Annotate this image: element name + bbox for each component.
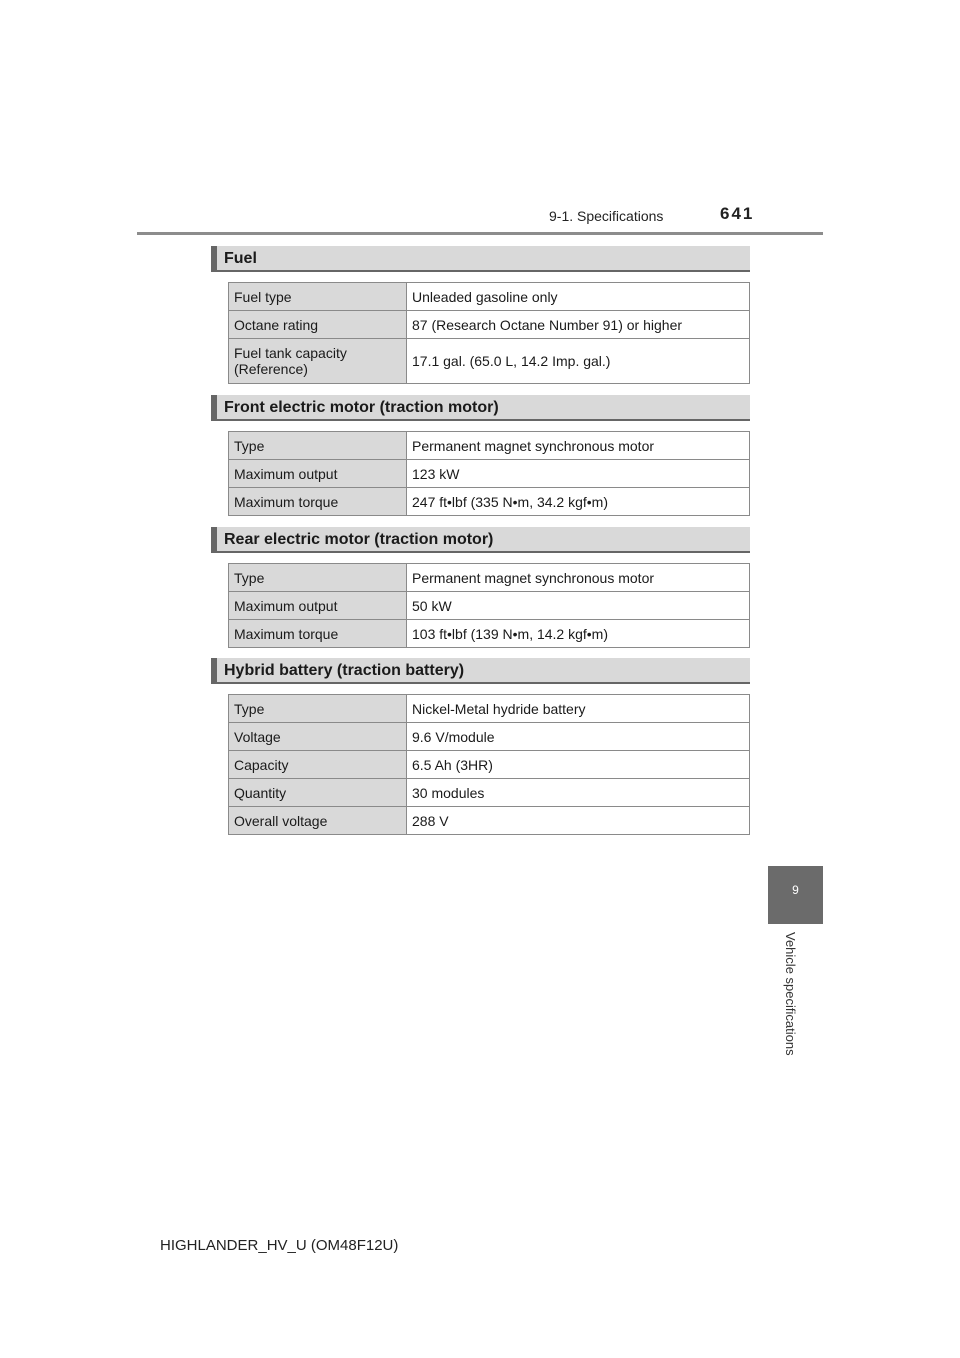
table-row [229, 620, 750, 648]
spec-label: Overall voltage [229, 807, 407, 835]
spec-table [228, 431, 750, 516]
section-heading: Front electric motor (traction motor) [211, 395, 750, 421]
spec-value: 123 kW [407, 460, 750, 488]
section-rear-motor [211, 527, 750, 648]
table-row [229, 592, 750, 620]
table-row [229, 779, 750, 807]
table-row [229, 695, 750, 723]
table-row [229, 564, 750, 592]
section-heading: Rear electric motor (traction motor) [211, 527, 750, 553]
spec-value: 288 V [407, 807, 750, 835]
chapter-tab [768, 866, 823, 924]
table-row [229, 488, 750, 516]
spec-label: Maximum output [229, 592, 407, 620]
spec-value: 30 modules [407, 779, 750, 807]
spec-label: Quantity [229, 779, 407, 807]
spec-table [228, 282, 750, 384]
header-divider [137, 232, 823, 235]
footer-model-code: HIGHLANDER_HV_U (OM48F12U) [160, 1237, 399, 1254]
spec-label: Fuel tank capacity (Reference) [229, 339, 407, 384]
spec-label: Maximum torque [229, 620, 407, 648]
section-front-motor [211, 395, 750, 516]
spec-value: 103 ft•lbf (139 N•m, 14.2 kgf•m) [407, 620, 750, 648]
spec-label: Maximum output [229, 460, 407, 488]
spec-value: Unleaded gasoline only [407, 283, 750, 311]
table-row [229, 311, 750, 339]
section-heading: Hybrid battery (traction battery) [211, 658, 750, 684]
spec-label: Octane rating [229, 311, 407, 339]
spec-value: Permanent magnet synchronous motor [407, 564, 750, 592]
spec-value: 50 kW [407, 592, 750, 620]
table-row [229, 751, 750, 779]
spec-label: Type [229, 564, 407, 592]
spec-label: Type [229, 695, 407, 723]
spec-value: 87 (Research Octane Number 91) or higher [407, 311, 750, 339]
spec-value: 247 ft•lbf (335 N•m, 34.2 kgf•m) [407, 488, 750, 516]
spec-value: 9.6 V/module [407, 723, 750, 751]
chapter-title: Vehicle specifications [783, 932, 798, 1056]
table-row [229, 339, 750, 384]
spec-value: 17.1 gal. (65.0 L, 14.2 Imp. gal.) [407, 339, 750, 384]
spec-table [228, 563, 750, 648]
table-row [229, 460, 750, 488]
spec-label: Voltage [229, 723, 407, 751]
table-row [229, 432, 750, 460]
table-row [229, 723, 750, 751]
header-section-title: 9-1. Specifications [549, 208, 664, 224]
spec-label: Maximum torque [229, 488, 407, 516]
table-row [229, 283, 750, 311]
page-number: 641 [720, 204, 755, 223]
spec-label: Fuel type [229, 283, 407, 311]
spec-value: Nickel-Metal hydride battery [407, 695, 750, 723]
section-heading: Fuel [211, 246, 750, 272]
spec-table [228, 694, 750, 835]
chapter-number: 9 [792, 883, 799, 897]
section-fuel [211, 246, 750, 384]
spec-label: Type [229, 432, 407, 460]
spec-value: 6.5 Ah (3HR) [407, 751, 750, 779]
spec-label: Capacity [229, 751, 407, 779]
section-hybrid-battery [211, 658, 750, 835]
table-row [229, 807, 750, 835]
spec-value: Permanent magnet synchronous motor [407, 432, 750, 460]
